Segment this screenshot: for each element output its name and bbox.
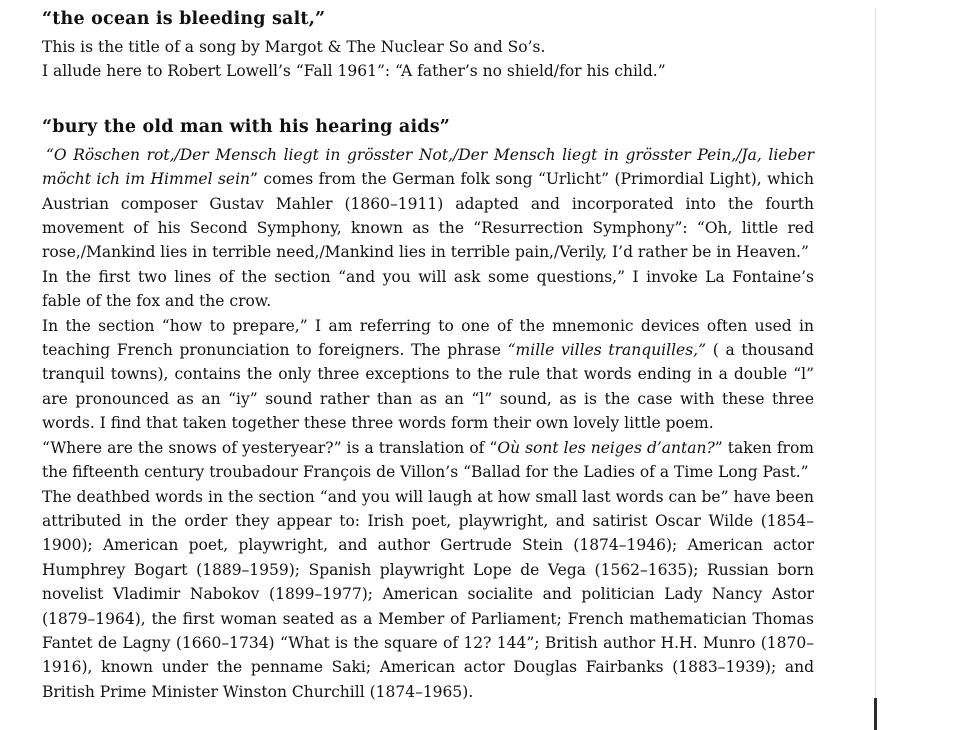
text-run: In the section “how to prepare,” I am referring to one of the mnemonic devices often used in teaching French pronunciation to foreigners. The phrase	[42, 316, 814, 360]
scrollbar-thumb[interactable]	[874, 698, 877, 730]
paragraph	[42, 35, 814, 59]
scrollbar-track[interactable]	[875, 8, 876, 730]
paragraph	[42, 485, 814, 705]
text-run: I allude here to Robert Lowell’s “Fall 1961”: “A father’s no shield/for his child.”	[42, 62, 666, 81]
text-run: In the first two lines of the section “and you will ask some questions,” I invoke La Fontaine’s fable of the fox and the crow.	[42, 267, 814, 311]
text-run: “Where are the snows of yesteryear?” is a translation of “	[42, 438, 498, 457]
italic-text-run: “O Röschen rot,/Der Mensch liegt in grösster Not,/Der Mensch liegt in grösster Pein,/Ja, lieber möcht ich im Himmel sein	[42, 145, 814, 189]
italic-text-run: Où sont les neiges d’antan?	[497, 438, 715, 457]
note-section	[42, 7, 814, 84]
text-run: ” taken from the fifteenth century troubadour François de Villon’s “Ballad for the Ladies of a Time Long Past.”	[42, 438, 814, 482]
paragraph	[42, 59, 814, 83]
text-run: The deathbed words in the section “and you will laugh at how small last words can be” have been attributed in the order they appear to: Irish poet, playwright, and satirist Oscar Wilde (1854–1900); American poet, playwright, and author Gertrude Stein (1874–1946); American actor Humphrey Bogart (1889–1959); Spanish playwright Lope de Vega (1562–1635); Russian born novelist Vladimir Nabokov (1899–1977); American socialite and politician Lady Nancy Astor (1879–1964), the first woman seated as a Member of Parliament; French mathematician Thomas Fantet de Lagny (1660–1734) “What is the square of 12? 144”; British author H.H. Munro (1870–1916), known under the penname Saki; American actor Douglas Fairbanks (1883–1939); and British Prime Minister Winston Churchill (1874–1965).	[42, 487, 814, 701]
paragraph	[42, 436, 814, 485]
paragraph	[42, 143, 814, 265]
section-heading: “bury the old man with his hearing aids”	[42, 116, 451, 137]
paragraph	[42, 265, 814, 314]
note-section	[42, 115, 814, 704]
section-heading: “the ocean is bleeding salt,”	[42, 9, 326, 29]
paragraph	[42, 314, 814, 436]
text-run: ( a thousand tranquil towns), contains the only three exceptions to the rule that words ending in a double “l” are pronounced as an “iy” sound rather than as an “l” sound, as is the case with these three words. I find that taken together these three words form their own lovely little poem.	[42, 341, 814, 433]
text-run: ” comes from the German folk song “Urlicht” (Primordial Light), which Austrian composer Gustav Mahler (1860–1911) adapted and incorporated into the fourth movement of his Second Symphony, known as the “Resurrection Symphony”: “Oh, little red rose,/Mankind lies in terrible need,/Mankind lies in terrible pain,/Verily, I’d rather be in Heaven.”	[42, 170, 814, 262]
italic-text-run: “mille villes tranquilles,”	[507, 341, 707, 360]
text-run: This is the title of a song by Margot & The Nuclear So and So’s.	[42, 38, 546, 56]
page-content	[42, 7, 814, 704]
